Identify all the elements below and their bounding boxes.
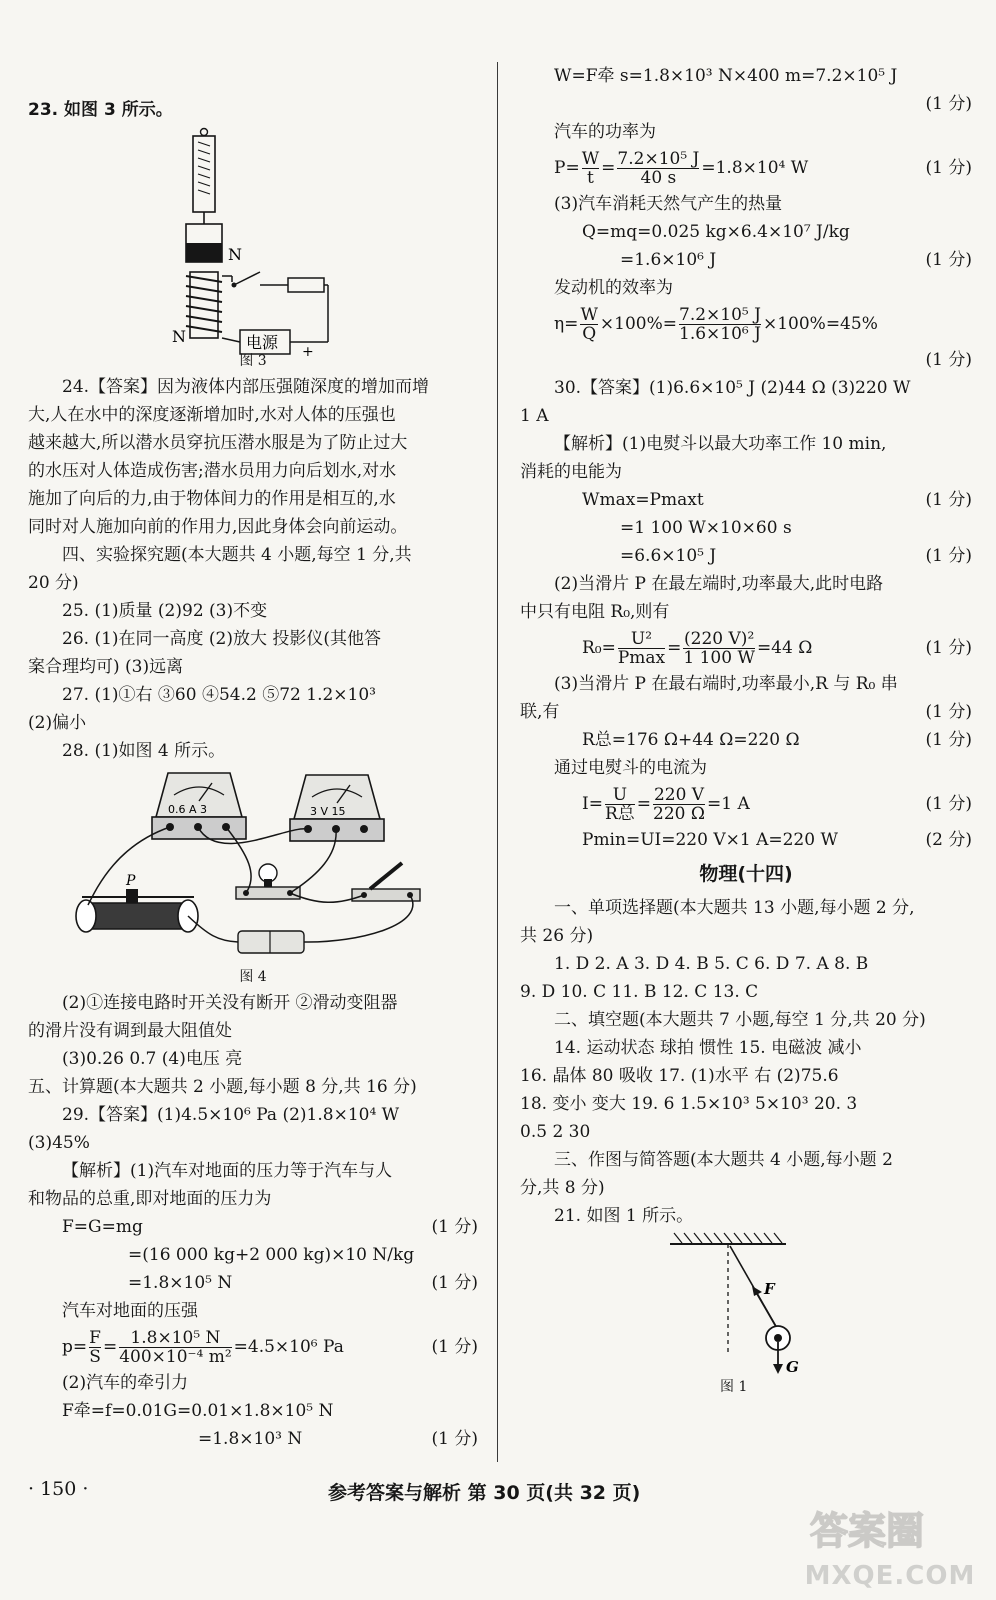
eq-pressure: p= $\frac{F}{S}$ = $\frac{\text{1.8×10⁵ N}}{\text{400×10⁻⁴ m²}}$ =4.5×10⁶ Pa (1 分) <box>62 1328 478 1367</box>
eq-work: W=F牵 s=1.8×10³ N×400 m=7.2×10⁵ J <box>554 66 898 86</box>
watermark-domain: MXQE.COM <box>804 1561 976 1591</box>
section-3-heading: 三、作图与简答题(本大题共 4 小题,每小题 2 分,共 8 分) <box>520 1150 893 1198</box>
traction-label: (2)汽车的牵引力 <box>62 1373 189 1393</box>
pressure-label: 汽车对地面的压强 <box>62 1301 198 1321</box>
q28-part2: (2)①连接电路时开关没有断开 ②滑动变阻器 的滑片没有调到最大阻值处 (3)0.26 0.7 (4)电压 亮 <box>28 993 398 1069</box>
choice-answers-1: 1. D 2. A 3. D 4. B 5. C 6. D 7. A 8. B <box>554 954 869 974</box>
eq-rtotal: R总=176 Ω+44 Ω=220 Ω (1 分) <box>582 730 972 750</box>
svg-text:F: F <box>764 1280 775 1298</box>
svg-text:0.6 A 3: 0.6 A 3 <box>168 803 208 816</box>
q23-text: 23. 如图 3 所示。 <box>28 100 173 120</box>
svg-text:P: P <box>126 873 136 889</box>
figure-1 <box>520 1230 972 1375</box>
eq-wmax: Wmax=Pmaxt (1 分) <box>582 490 972 510</box>
q30-answer: 30.【答案】(1)6.6×10⁵ J (2)44 Ω (3)220 W 1 A <box>520 378 911 426</box>
eq-current: I= $\frac{U}{\text{R总}}$ = $\frac{220 V}{220 \Omega}$ =1 A (1 分) <box>582 785 972 824</box>
q29-answer: 29.【答案】(1)4.5×10⁶ Pa (2)1.8×10⁴ W (3)45% <box>28 1105 400 1153</box>
figure-4 <box>28 765 478 965</box>
section-title: 物理(十四) <box>699 863 793 885</box>
figure-3-caption: 图 3 <box>239 353 267 369</box>
svg-text:G: G <box>786 1358 799 1376</box>
eq-force: F=G=mg (1 分) <box>62 1217 478 1237</box>
svg-text:+: + <box>302 344 314 360</box>
fill-answers-2: 16. 晶体 80 吸收 17. (1)水平 右 (2)75.6 <box>520 1066 839 1086</box>
eq-force-2: =(16 000 kg+2 000 kg)×10 N/kg <box>128 1245 415 1265</box>
page-number: · 150 · <box>28 1478 89 1500</box>
q29-analysis: 【解析】(1)汽车对地面的压力等于汽车与人 和物品的总重,即对地面的压力为 <box>28 1161 393 1209</box>
section-4-heading: 四、实验探究题(本大题共 4 小题,每空 1 分,共 20 分) <box>28 545 412 593</box>
watermark <box>800 1500 980 1595</box>
eq-wmax-3: =6.6×10⁵ J (1 分) <box>620 546 972 566</box>
eq-power: P= $\frac{W}{t}$ = $\frac{\text{7.2×10⁵ J}}{40 s}$ =1.8×10⁴ W (1 分) <box>554 149 972 188</box>
column-divider <box>497 62 498 1462</box>
watermark-logo <box>800 1500 980 1560</box>
eq-pmin: Pmin=UI=220 V×1 A=220 W (2 分) <box>582 830 972 850</box>
q26-answer: 26. (1)在同一高度 (2)放大 投影仪(其他答 案合理均可) (3)远离 <box>28 629 382 677</box>
footer-title: 参考答案与解析 第 30 页(共 32 页) <box>328 1482 641 1504</box>
right-column <box>520 62 972 1399</box>
svg-text:N: N <box>228 245 242 264</box>
q30-analysis: 【解析】(1)电熨斗以最大功率工作 10 min, 消耗的电能为 <box>520 434 887 482</box>
heat-label: (3)汽车消耗天然气产生的热量 <box>554 194 783 214</box>
q24-answer: 24.【答案】因为液体内部压强随深度的增加而增 大,人在水中的深度逐渐增加时,水对人体的压强也 越来越大,所以潜水员穿抗压潜水服是为了防止过大 的水压对人体造成伤害;潜水员用力向后划水,对水 施加了向后的力,由于物体间力的作用是相互的,水 同时对人施加向前的作用力,因此身体会向前运动。 <box>28 377 430 537</box>
section-2-heading: 二、填空题(本大题共 7 小题,每空 1 分,共 20 分) <box>554 1010 926 1030</box>
fill-answers-1: 14. 运动状态 球拍 惯性 15. 电磁波 减小 <box>554 1038 862 1058</box>
svg-text:3 V 15: 3 V 15 <box>310 805 346 818</box>
electromagnet-diagram <box>28 124 478 360</box>
eq-traction-2: =1.8×10³ N (1 分) <box>198 1429 478 1449</box>
score-work: (1 分) <box>925 94 972 114</box>
eq-r0: R₀= $\frac{\text{U²}}{Pmax}$ = $\frac{\text{(220 V)²}}{1 100 W}$ =44 Ω (1 分) <box>582 629 972 668</box>
q28-text: 28. (1)如图 4 所示。 <box>62 741 226 761</box>
current-label: 通过电熨斗的电流为 <box>554 758 707 778</box>
eq-wmax-2: =1 100 W×10×60 s <box>620 518 792 538</box>
figure-1-caption: 图 1 <box>720 1379 748 1395</box>
eq-force-3: =1.8×10⁵ N (1 分) <box>128 1273 478 1293</box>
figure-4-caption: 图 4 <box>239 969 267 985</box>
svg-text:答案圈: 答案圈 <box>810 1509 925 1553</box>
eq-efficiency: η= $\frac{W}{Q}$ ×100%= $\frac{\text{7.2×10⁵ J}}{\text{1.6×10⁶ J}}$ ×100%=45% <box>554 305 878 344</box>
eq-traction: F牵=f=0.01G=0.01×1.8×10⁵ N <box>62 1401 334 1421</box>
left-column <box>28 62 478 1453</box>
q21-text: 21. 如图 1 所示。 <box>554 1206 694 1226</box>
section-5-heading: 五、计算题(本大题共 2 小题,每小题 8 分,共 16 分) <box>28 1077 417 1097</box>
q27-answer: 27. (1)①右 ③60 ④54.2 ⑤72 1.2×10³ (2)偏小 <box>28 685 376 733</box>
force-diagram <box>520 1230 972 1375</box>
score-efficiency: (1 分) <box>925 350 972 370</box>
svg-text:电源: 电源 <box>246 333 279 352</box>
choice-answers-2: 9. D 10. C 11. B 12. C 13. C <box>520 982 759 1002</box>
fill-answers-3: 18. 变小 变大 19. 6 1.5×10³ 5×10³ 20. 3 <box>520 1094 858 1114</box>
fraction-f-over-s: $\frac{F}{S}$ <box>89 1328 101 1367</box>
q30-part2: (2)当滑片 P 在最左端时,功率最大,此时电路 中只有电阻 R₀,则有 <box>520 574 884 622</box>
eq-heat: Q=mq=0.025 kg×6.4×10⁷ J/kg <box>582 222 850 242</box>
fraction-pressure-values: $\frac{\text{1.8×10⁵ N}}{\text{400×10⁻⁴ m²}}$ <box>119 1328 232 1367</box>
figure-3 <box>28 124 478 360</box>
eq-heat-2: =1.6×10⁶ J (1 分) <box>620 250 972 270</box>
power-label: 汽车的功率为 <box>554 122 656 142</box>
fill-answers-4: 0.5 2 30 <box>520 1122 591 1142</box>
q30-part3: (3)当滑片 P 在最右端时,功率最小,R 与 R₀ 串 联,有 (1 分) <box>520 674 972 722</box>
circuit-diagram <box>28 765 478 965</box>
section-1-heading: 一、单项选择题(本大题共 13 小题,每小题 2 分, 共 26 分) <box>520 898 915 946</box>
efficiency-label: 发动机的效率为 <box>554 278 673 298</box>
svg-text:N: N <box>172 327 186 346</box>
q25-answer: 25. (1)质量 (2)92 (3)不变 <box>62 601 268 621</box>
